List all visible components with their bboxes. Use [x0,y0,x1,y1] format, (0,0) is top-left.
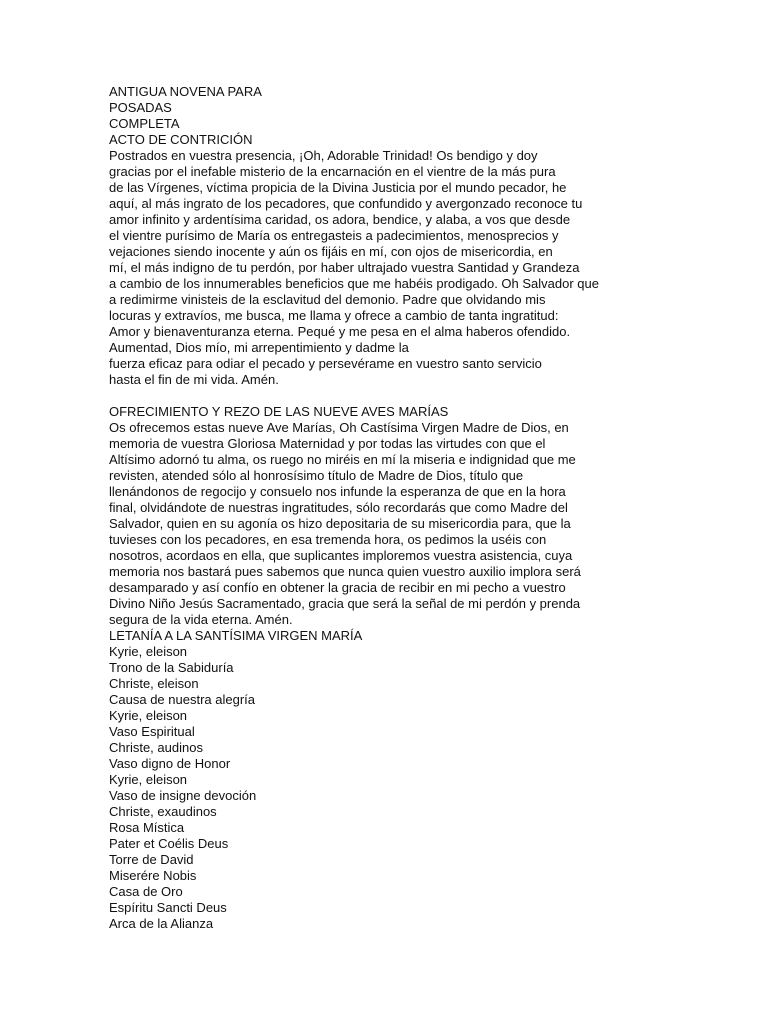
litany-line: Pater et Coélis Deus [109,836,229,851]
text-line: vejaciones siendo inocente y aún os fijáis en mí, con ojos de misericordia, en [109,244,553,259]
litany-line: Kyrie, eleison [109,772,188,787]
text-line: desamparado y así confío en obtener la gracia de recibir en mi pecho a vuestro [109,580,566,595]
text-line: a cambio de los innumerables beneficios que me habéis prodigado. Oh Salvador que [109,276,599,291]
text-line: Amor y bienaventuranza eterna. Pequé y me pesa en el alma haberos ofendido. [109,324,571,339]
litany-line: Vaso digno de Honor [109,756,231,771]
text-line: revisten, atended sólo al honrosísimo título de Madre de Dios, título que [109,468,524,483]
litany-line: Kyrie, eleison [109,708,188,723]
text-line: tuvieses con los pecadores, en esa tremenda hora, os pedimos la uséis con [109,532,547,547]
paragraph-gap [109,388,729,404]
section-heading-ofrecimiento: OFRECIMIENTO Y REZO DE LAS NUEVE AVES MARÍAS [109,404,449,419]
litany-line: Espíritu Sancti Deus [109,900,227,915]
letania-list [109,644,729,932]
litany-line: Vaso de insigne devoción [109,788,257,803]
text-line: Os ofrecemos estas nueve Ave Marías, Oh Castísima Virgen Madre de Dios, en [109,420,569,435]
text-line: Postrados en vuestra presencia, ¡Oh, Adorable Trinidad! Os bendigo y doy [109,148,538,163]
title-line: ANTIGUA NOVENA PARA [109,84,262,99]
litany-line: Torre de David [109,852,194,867]
text-line: fuerza eficaz para odiar el pecado y persevérame en vuestro santo servicio [109,356,542,371]
text-line: mí, el más indigno de tu perdón, por haber ultrajado vuestra Santidad y Grandeza [109,260,580,275]
litany-line: Kyrie, eleison [109,644,188,659]
text-line: segura de la vida eterna. Amén. [109,612,293,627]
litany-line: Miserére Nobis [109,868,197,883]
litany-line: Trono de la Sabiduría [109,660,234,675]
text-line: locuras y extravíos, me busca, me llama y ofrece a cambio de tanta ingratitud: [109,308,559,323]
title-line: COMPLETA [109,116,180,131]
text-line: de las Vírgenes, víctima propicia de la Divina Justicia por el mundo pecador, he [109,180,567,195]
contricion-paragraph [109,148,729,388]
section-heading-contricion: ACTO DE CONTRICIÓN [109,132,253,147]
text-line: llenándonos de regocijo y consuelo nos infunde la esperanza de que en la hora [109,484,566,499]
ofrecimiento-section [109,404,729,628]
text-line: amor infinito y ardentísima caridad, os adora, bendice, y alaba, a vos que desde [109,212,571,227]
text-line: final, olvidándote de nuestras ingratitudes, sólo recordarás que como Madre del [109,500,568,515]
letania-section [109,628,729,932]
text-line: memoria de vuestra Gloriosa Maternidad y por todas las virtudes con que el [109,436,546,451]
litany-line: Causa de nuestra alegría [109,692,255,707]
section-heading-letania: LETANÍA A LA SANTÍSIMA VIRGEN MARÍA [109,628,363,643]
text-line: el vientre purísimo de María os entregasteis a padecimientos, menosprecios y [109,228,559,243]
ofrecimiento-paragraph [109,420,729,628]
text-line: nosotros, acordaos en ella, que suplicantes imploremos vuestra asistencia, cuya [109,548,573,563]
text-line: hasta el fin de mi vida. Amén. [109,372,279,387]
litany-line: Casa de Oro [109,884,183,899]
text-line: gracias por el inefable misterio de la encarnación en el vientre de la más pura [109,164,556,179]
text-line: Aumentad, Dios mío, mi arrepentimiento y dadme la [109,340,409,355]
litany-line: Rosa Mística [109,820,185,835]
text-line: a redimirme vinisteis de la esclavitud del demonio. Padre que olvidando mis [109,292,546,307]
litany-line: Vaso Espiritual [109,724,195,739]
litany-line: Christe, exaudinos [109,804,217,819]
document-page [109,84,729,932]
document-title [109,84,729,132]
text-line: Altísimo adornó tu alma, os ruego no miréis en mí la miseria e indignidad que me [109,452,576,467]
litany-line: Christe, eleison [109,676,199,691]
text-line: memoria nos bastará pues sabemos que nunca quien vuestro auxilio implora será [109,564,581,579]
text-line: aquí, al más ingrato de los pecadores, que confundido y avergonzado reconoce tu [109,196,583,211]
litany-line: Christe, audinos [109,740,203,755]
contricion-section [109,132,729,388]
text-line: Salvador, quien en su agonía os hizo depositaria de su misericordia para, que la [109,516,571,531]
litany-line: Arca de la Alianza [109,916,214,931]
text-line: Divino Niño Jesús Sacramentado, gracia que será la señal de mi perdón y prenda [109,596,581,611]
title-line: POSADAS [109,100,172,115]
